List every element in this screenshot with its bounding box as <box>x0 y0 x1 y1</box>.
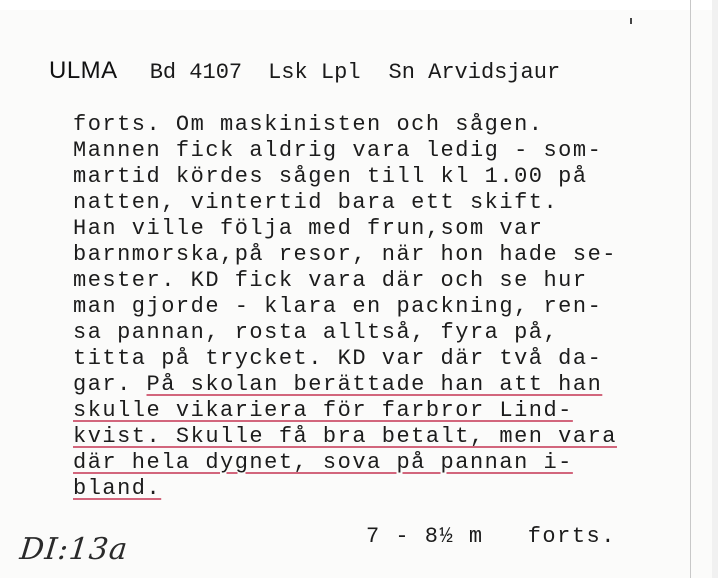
body-line-plain: gar. <box>73 372 132 397</box>
card-header <box>49 57 560 89</box>
body-line: Mannen fick aldrig vara ledig - som- <box>73 138 603 163</box>
card-footer: 7 - 8½ m forts. <box>366 524 616 549</box>
parish-ref: Sn Arvidsjaur <box>388 60 561 85</box>
body-line: martid kördes sågen till kl 1.00 på <box>73 164 588 189</box>
underlined-line: skulle vikariera för farbror Lind- <box>73 398 573 423</box>
body-line: barnmorska,på resor, när hon hade se- <box>73 242 617 267</box>
scan-edge-top <box>0 0 718 10</box>
body-line: forts. Om maskinisten och sågen. <box>73 112 544 137</box>
province-ref: Lsk Lpl <box>268 60 361 85</box>
body-line: mester. KD fick vara där och se hur <box>73 268 588 293</box>
body-line: sa pannan, rosta alltså, fyra på, <box>73 320 559 345</box>
volume-ref: Bd 4107 <box>149 60 243 85</box>
scan-edge-right <box>712 0 718 578</box>
body-line: natten, vintertid bara ett skift. <box>73 190 559 215</box>
underlined-line: bland. <box>73 476 162 501</box>
archive-code-handwritten: DI:13a <box>18 532 130 567</box>
underlined-line: kvist. Skulle få bra betalt, men vara <box>73 424 617 449</box>
place-name: ULMA <box>49 57 118 84</box>
card-body <box>73 112 693 502</box>
body-line-mixed <box>73 372 693 398</box>
body-line: man gjorde - klara en packning, ren- <box>73 294 603 319</box>
underlined-line: där hela dygnet, sova på pannan i- <box>73 450 573 475</box>
body-line: titta på trycket. KD var där två da- <box>73 346 603 371</box>
underlined-text: På skolan berättade han att han <box>146 372 603 397</box>
margin-mark <box>630 18 632 24</box>
body-line: Han ville följa med frun,som var <box>73 216 544 241</box>
